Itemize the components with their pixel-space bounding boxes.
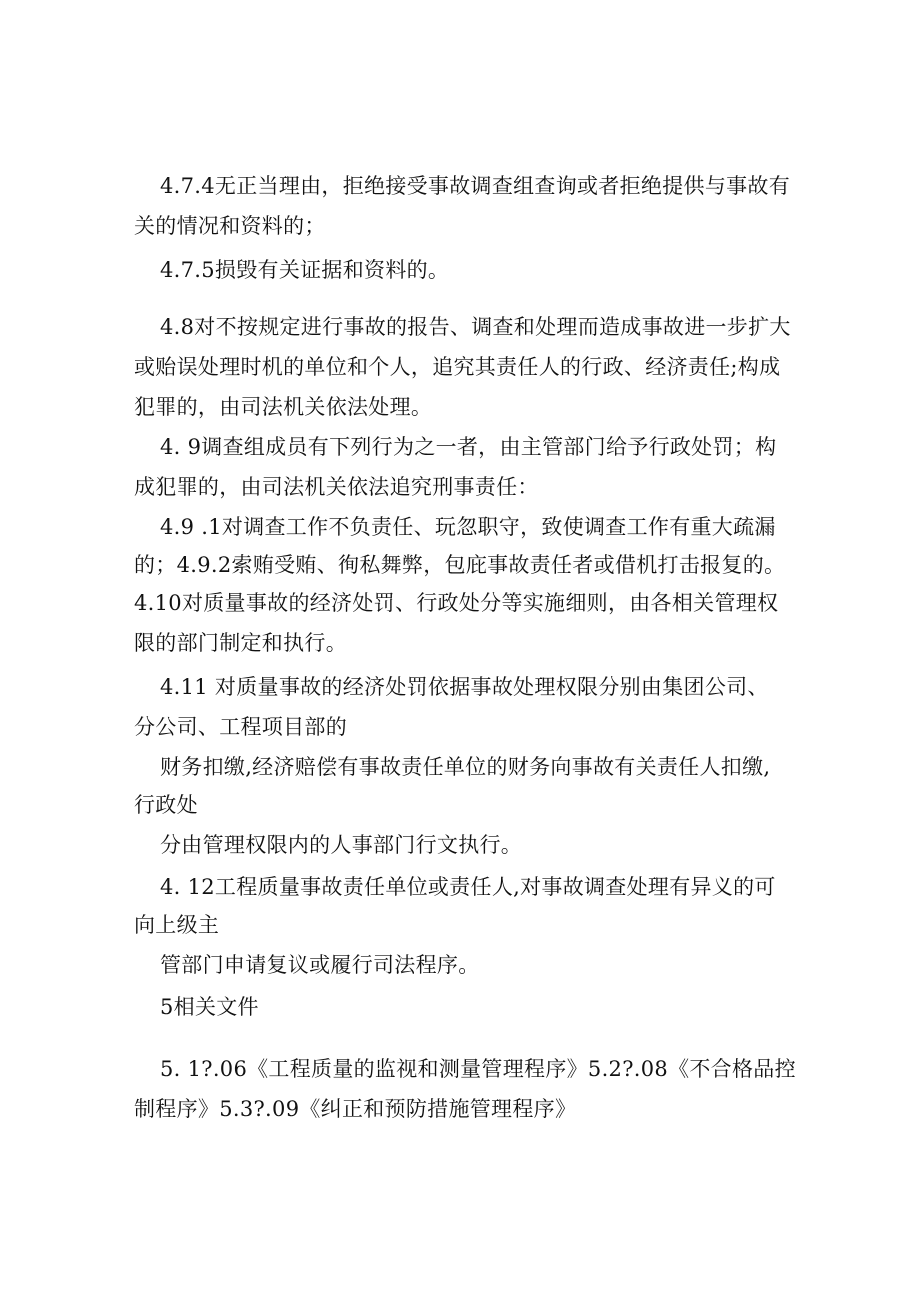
text-line: 4.7.5损毁有关证据和资料的。	[160, 258, 450, 282]
text-line: 5. 1?.06《工程质量的监视和测量管理程序》5.2?.08《不合格品控	[160, 1057, 796, 1081]
text-line: 限的部门制定和执行。	[134, 631, 347, 655]
text-line: 4. 12工程质量事故责任单位或责任人,对事故调查处理有异义的可	[160, 875, 776, 899]
text-line: 成犯罪的，由司法机关依法追究刑事责任：	[134, 475, 539, 499]
text-line: 制程序》5.3?.09《纠正和预防措施管理程序》	[134, 1097, 577, 1121]
text-line: 分公司、工程项目部的	[134, 715, 347, 739]
text-line: 关的情况和资料的；	[134, 214, 326, 238]
text-line: 财务扣缴,经济赔偿有事故责任单位的财务向事故有关责任人扣缴,	[160, 755, 771, 779]
text-line: 4.9 .1对调查工作不负责任、玩忽职守，致使调查工作有重大疏漏	[160, 515, 776, 539]
text-line: 的；4.9.2索贿受贿、徇私舞弊，包庇事故责任者或借机打击报复的。	[134, 553, 786, 577]
text-line: 4.8对不按规定进行事故的报告、调查和处理而造成事故进一步扩大	[160, 315, 791, 339]
text-line: 4.11 对质量事故的经济处罚依据事故处理权限分别由集团公司、	[160, 675, 769, 699]
text-line: 或贻误处理时机的单位和个人，追究其责任人的行政、经济责任;构成	[134, 355, 781, 379]
text-line: 管部门申请复议或履行司法程序。	[160, 953, 480, 977]
text-line: 4.7.4无正当理由，拒绝接受事故调查组查询或者拒绝提供与事故有	[160, 174, 791, 198]
text-line: 4. 9调查组成员有下列行为之一者，由主管部门给予行政处罚；构	[160, 435, 777, 459]
text-line: 分由管理权限内的人事部门行文执行。	[160, 833, 523, 857]
text-line: 犯罪的，由司法机关依法处理。	[134, 395, 433, 419]
text-line: 行政处	[134, 793, 198, 817]
text-line: 5相关文件	[160, 995, 259, 1019]
text-line: 4.10对质量事故的经济处罚、行政处分等实施细则，由各相关管理权	[134, 591, 779, 615]
text-line: 向上级主	[134, 913, 220, 937]
